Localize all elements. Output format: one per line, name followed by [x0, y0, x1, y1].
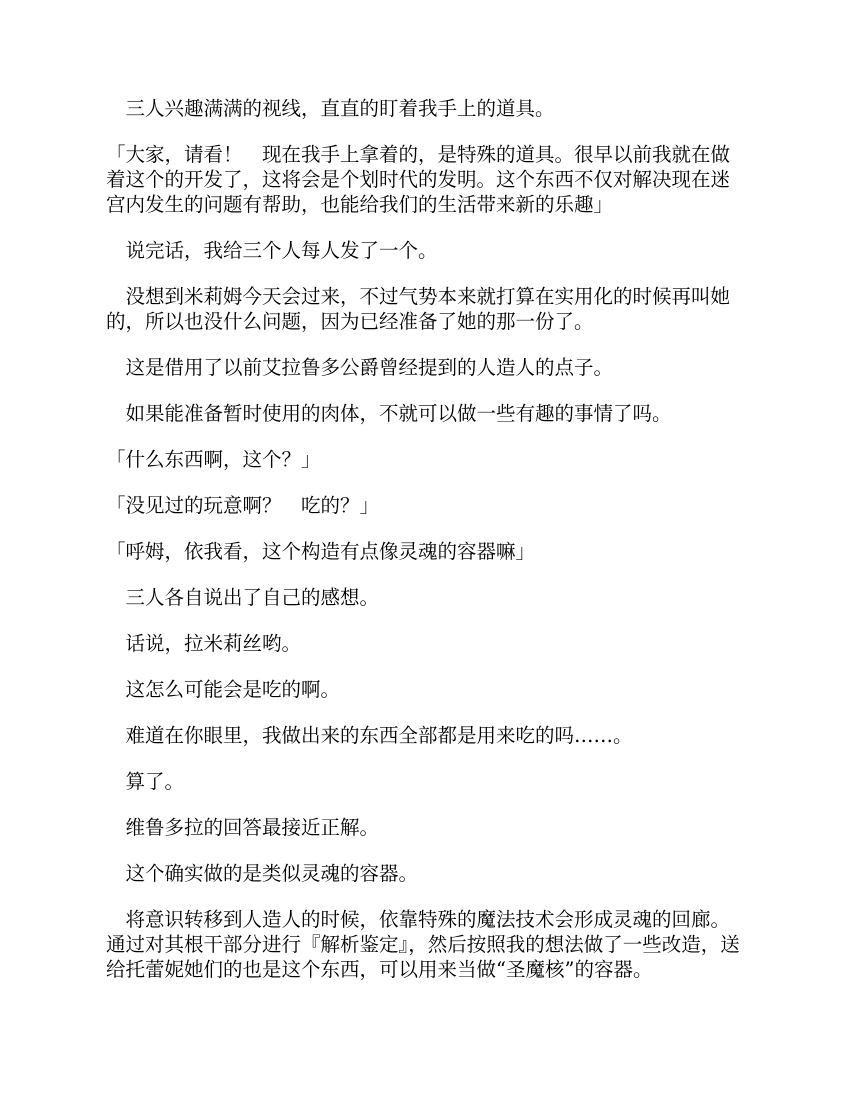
paragraph: 这怎么可能会是吃的啊。 — [125, 678, 341, 701]
paragraph: 算了。 — [125, 770, 185, 793]
paragraph: 话说，拉米莉丝哟。 — [125, 632, 302, 655]
paragraph: 这个确实做的是类似灵魂的容器。 — [125, 862, 419, 885]
dialogue-paragraph: 「没见过的玩意啊？ 吃的？」 — [106, 494, 380, 517]
paragraph: 没想到米莉姆今天会过来，不过气势本来就打算在实用化的时候再叫她的，所以也没什么问题，因为已经准备了她的那一份了。 — [106, 285, 731, 333]
paragraph: 维鲁多拉的回答最接近正解。 — [125, 816, 380, 839]
document-body — [106, 96, 746, 1003]
paragraph: 三人各自说出了自己的感想。 — [125, 586, 380, 609]
paragraph: 难道在你眼里，我做出来的东西全部都是用来吃的吗……。 — [125, 724, 633, 747]
paragraph: 如果能准备暂时使用的肉体，不就可以做一些有趣的事情了吗。 — [125, 402, 672, 425]
dialogue-paragraph: 「大家，请看！ 现在我手上拿着的，是特殊的道具。很早以前我就在做着这个的开发了，这将会是个划时代的发明。这个东西不仅对解决现在迷宫内发生的问题有帮助，也能给我们的生活带来新的乐趣」 — [106, 143, 731, 216]
dialogue-paragraph: 「呼姆，依我看，这个构造有点像灵魂的容器嘛」 — [106, 540, 536, 563]
paragraph: 将意识转移到人造人的时候，依靠特殊的魔法技术会形成灵魂的回廊。通过对其根干部分进行『解析鉴定』，然后按照我的想法做了一些改造，送给托蕾妮她们的也是这个东西，可以用来当做“圣魔核”的容器。 — [106, 908, 740, 981]
paragraph: 说完话，我给三个人每人发了一个。 — [125, 239, 438, 262]
dialogue-paragraph: 「什么东西啊，这个？」 — [106, 448, 321, 471]
paragraph: 这是借用了以前艾拉鲁多公爵曾经提到的人造人的点子。 — [125, 356, 614, 379]
paragraph: 三人兴趣满满的视线，直直的盯着我手上的道具。 — [125, 97, 555, 120]
